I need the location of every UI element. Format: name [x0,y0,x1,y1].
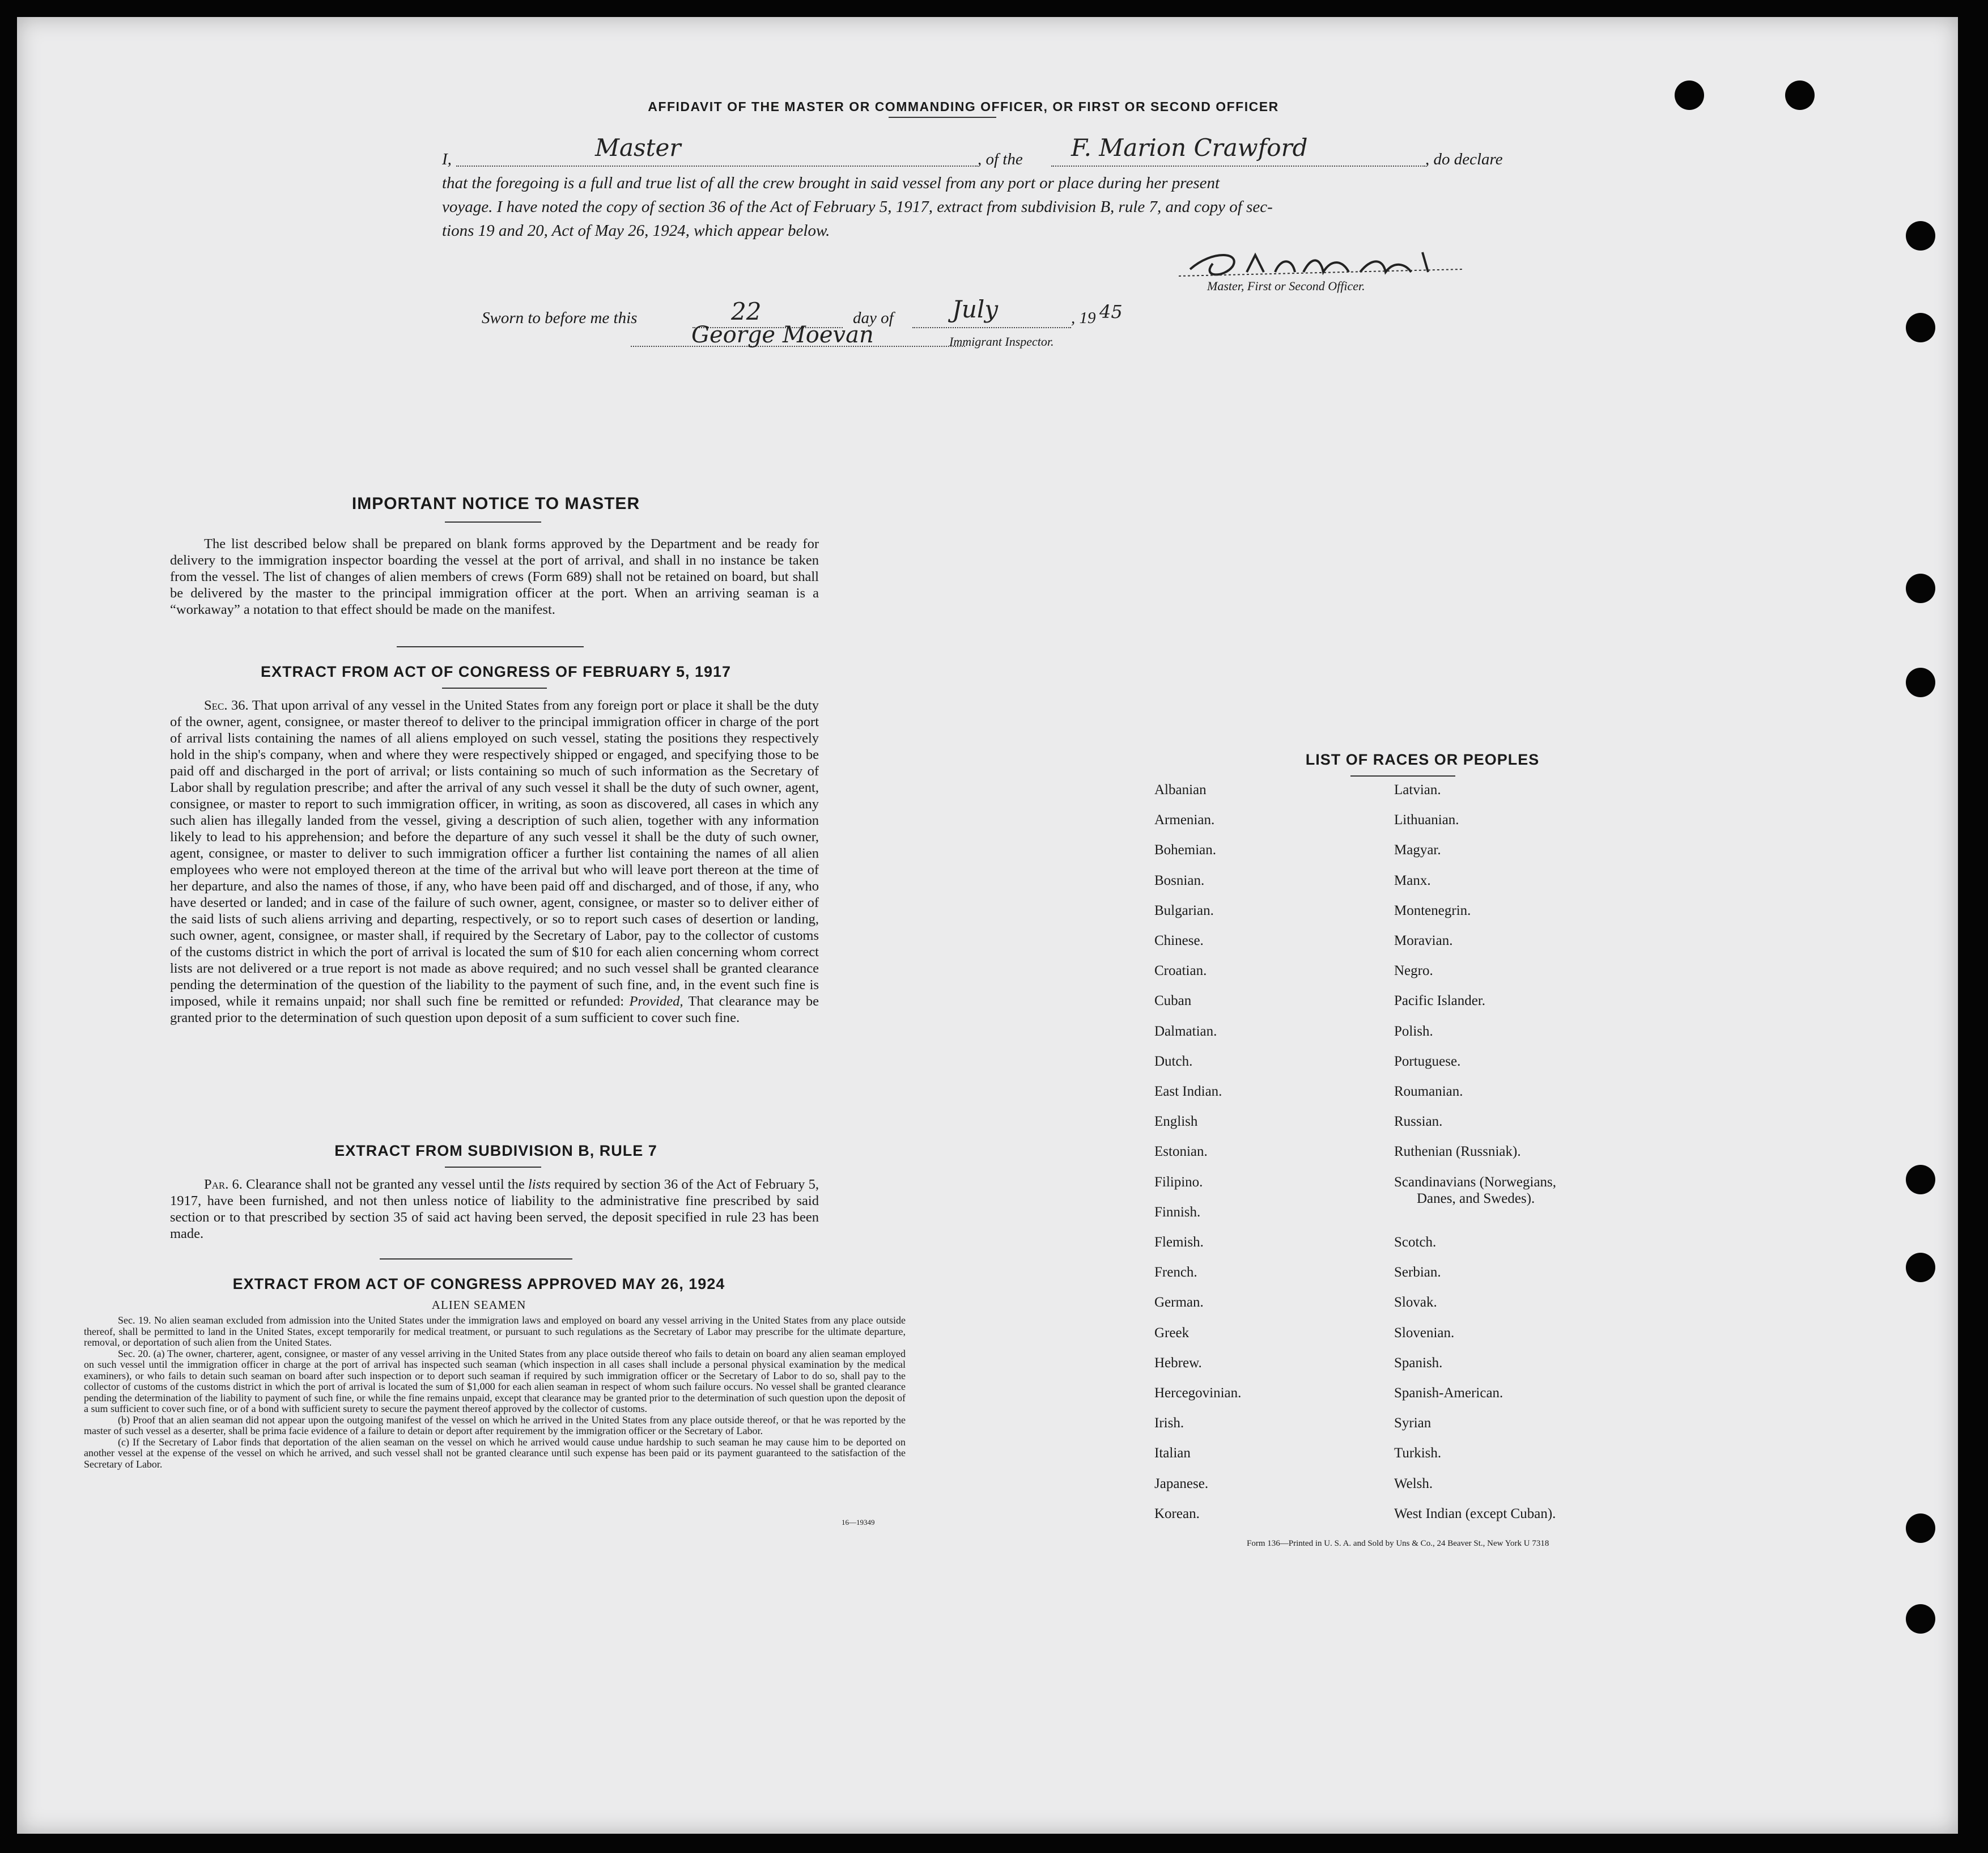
binder-hole [1675,80,1704,110]
handwritten-year: 45 [1099,301,1123,323]
handwritten-vessel-name: F. Marion Crawford [1071,134,1308,162]
race-item: Hercegovinian. [1154,1385,1242,1401]
race-item: Spanish. [1394,1355,1443,1371]
declaration-line-1 [442,134,1503,171]
race-item: West Indian (except Cuban). [1394,1506,1556,1521]
race-item: Slovak. [1394,1295,1437,1311]
officer-caption: Master, First or Second Officer. [1207,279,1365,293]
sworn-day-label: day of [853,309,894,327]
extract-rule7-text: Par. 6. Clearance shall not be granted any vessel until the lists required by section 36 of the Act of February 5, 1917, have been furnished, and not then unless notice of liability to the administrative fine prescribed by said section or to that prescribed by section 35 of said act having been served, the deposit specified in rule 23 has been made. [170,1177,819,1241]
race-item: Moravian. [1394,933,1453,948]
race-item: Irish. [1154,1415,1184,1431]
binder-hole [1906,1513,1935,1543]
race-item: Korean. [1154,1506,1200,1521]
race-item: Russian. [1394,1114,1443,1130]
race-item: Bohemian. [1154,842,1217,858]
form-footer: Form 136—Printed in U. S. A. and Sold by Uns & Co., 24 Beaver St., New York U 7318 [1247,1539,1549,1548]
race-item: Hebrew. [1154,1355,1202,1371]
affidavit-title: AFFIDAVIT OF THE MASTER OR COMMANDING OFFICER, OR FIRST OR SECOND OFFICER [648,99,1279,114]
race-item: Japanese. [1154,1475,1209,1491]
extract-rule7-title: EXTRACT FROM SUBDIVISION B, RULE 7 [334,1142,657,1159]
race-item: Italian [1154,1445,1191,1461]
inspector-caption: Immigrant Inspector. [949,334,1054,349]
race-item: Roumanian. [1394,1084,1463,1099]
race-item: Latvian. [1394,782,1441,798]
print-code: 16—19349 [842,1518,875,1527]
extract-1924-subtitle: ALIEN SEAMEN [431,1298,526,1312]
race-item: East Indian. [1154,1084,1222,1099]
race-item: Scotch. [1394,1235,1437,1250]
handwritten-month: July [952,295,999,323]
document-page [17,17,1958,1834]
race-item: English [1154,1114,1198,1130]
binder-hole [1906,1604,1935,1634]
race-item: Finnish. [1154,1204,1201,1220]
race-item: Estonian. [1154,1144,1208,1160]
binder-hole [1906,313,1935,342]
declaration-middle: , of the [978,150,1023,168]
race-item: Greek [1154,1325,1190,1341]
binder-hole [1906,668,1935,697]
declaration-line-4: tions 19 and 20, Act of May 26, 1924, which appear below. [442,222,830,240]
declaration-prefix: I, [442,150,452,168]
race-item: Armenian. [1154,812,1215,828]
race-item: Dalmatian. [1154,1023,1217,1039]
declaration-line-3: voyage. I have noted the copy of section 36 of the Act of February 5, 1917, extract from subdivision B, rule 7, and copy of sec- [442,198,1273,216]
title-rule [380,1258,572,1260]
extract-1924-title: EXTRACT FROM ACT OF CONGRESS APPROVED MAY 26, 1924 [232,1275,725,1292]
race-item: Ruthenian (Russniak). [1394,1144,1521,1160]
race-item: Cuban [1154,993,1192,1009]
race-item: Welsh. [1394,1475,1433,1491]
sec-20b-paragraph: (b) Proof that an alien seaman did not appear upon the outgoing manifest of the vessel on which he arrived in the United States from any place outside thereof, or that he was reported by the master of such vessel as a deserter, shall be prima facie evidence of a failure to detain or deport after requirement by the immigration officer or the Secretary of Labor. [84,1414,906,1436]
race-item: Slovenian. [1394,1325,1455,1341]
affidavit-declaration [442,134,1503,243]
race-item: Pacific Islander. [1394,993,1486,1009]
binder-hole [1785,80,1815,110]
notice-text: The list described below shall be prepared on blank forms approved by the Department and be ready for delivery to the immigration inspector boarding the vessel at the port of arrival, and shall in no instance be taken from the vessel. The list of changes of alien members of crews (Form 689) shall not be retained on board, but shall be delivered by the master to the principal immigration officer at the port. When an arriving seaman is a “workaway” a notation to that effect should be made on the manifest. [170,536,819,617]
races-title: LIST OF RACES OR PEOPLES [1305,751,1540,768]
title-rule [1350,775,1455,777]
declaration-suffix: , do declare [1425,150,1503,168]
title-rule [397,646,584,647]
race-item: Syrian [1394,1415,1431,1431]
extract-1924-text [84,1315,906,1470]
title-rule [442,688,547,689]
dotted-line [456,166,978,167]
handwritten-rank: Master [595,134,681,162]
title-rule [889,117,996,118]
race-item: Polish. [1394,1023,1433,1039]
dotted-line [912,327,1071,328]
binder-hole [1906,221,1935,251]
title-rule [445,521,541,523]
handwritten-day: 22 [731,298,762,325]
race-item: Dutch. [1154,1053,1193,1069]
race-item: Scandinavians (Norwegians, [1394,1174,1557,1190]
race-item: Portuguese. [1394,1053,1461,1069]
race-item: Croatian. [1154,963,1207,979]
handwritten-inspector: George Moevan [691,322,874,348]
title-rule [445,1167,541,1168]
race-item: Danes, and Swedes). [1417,1190,1535,1206]
race-item: Bosnian. [1154,872,1205,888]
race-item: Chinese. [1154,933,1204,948]
race-item: Flemish. [1154,1235,1204,1250]
sworn-prefix: Sworn to before me this [482,309,638,327]
sworn-year-prefix: , 19 [1071,309,1096,327]
notice-title: IMPORTANT NOTICE TO MASTER [351,494,640,513]
race-item: Turkish. [1394,1445,1442,1461]
race-item: German. [1154,1295,1204,1311]
race-item: Montenegrin. [1394,902,1471,918]
race-item: Albanian [1154,782,1207,798]
race-item: Spanish-American. [1394,1385,1503,1401]
race-item: Serbian. [1394,1265,1441,1280]
race-item: French. [1154,1265,1197,1280]
sec-19-paragraph: Sec. 19. No alien seaman excluded from admission into the United States under the immigration laws and employed on board any vessel arriving in the United States from any place outside thereof, shall be permitted to land in the United States, except temporarily for medical treatment, or pursuant to such regulations as the Secretary of Labor may prescribe for the ultimate departure, removal, or deportation of such alien from the United States. [84,1315,906,1348]
binder-hole [1906,574,1935,603]
extract-1917-text: Sec. 36. That upon arrival of any vessel in the United States from any foreign port or place it shall be the duty of the owner, agent, consignee, or master thereof to deliver to the principal immigration officer in charge of the port of arrival lists containing the names of all aliens employed on such vessel, stating the positions they respectively hold in the ship's company, when and where they were respectively shipped or engaged, and specifying those to be paid off and discharged in the port of arrival; or lists containing so much of such information as the Secretary of Labor shall by regulation prescribe; and after the arrival of any such vessel it shall be the duty of such owner, agent, consignee, or master to report to such immigration officer, in writing, as soon as discovered, all cases in which any such alien has illegally landed from the vessel, giving a description of such alien, together with any information likely to lead to his apprehension; and before the departure of any such vessel it shall be the duty of such owner, agent, consignee, or master to deliver to such immigration officer a further list containing the names of all alien employees who were not employed thereon at the time of the arrival but who will leave port thereon at the time of her departure, and also the names of those, if any, who have been paid off and discharged, and of those, if any, who have deserted or landed; and in case of the failure of such owner, agent, consignee, or master so to deliver either of the said lists of such aliens arriving and departing, respectively, or so to report such cases of desertion or landing, such owner, agent, consignee, or master shall, if required by the Secretary of Labor, pay to the collector of customs of the customs district in which the port of arrival is located the sum of $10 for each alien concerning whom correct lists are not delivered or a true report is not made as above required; and no such vessel shall be granted clearance pending the determination of the question of the liability to the payment of such fine, and, in the event such fine is imposed, while it remains unpaid; nor shall such fine be remitted or refunded: Provided, That clearance may be granted prior to the determination of such question upon deposit of a sum sufficient to cover such fine. [170,698,819,1025]
binder-hole [1906,1165,1935,1194]
race-item: Bulgarian. [1154,902,1214,918]
race-item: Negro. [1394,963,1433,979]
race-item: Manx. [1394,872,1431,888]
race-item: Lithuanian. [1394,812,1459,828]
binder-hole [1906,1253,1935,1282]
dotted-line [1051,166,1425,167]
race-item: Magyar. [1394,842,1441,858]
declaration-line-2: that the foregoing is a full and true list of all the crew brought in said vessel from any port or place during her present [442,174,1220,192]
sec-20a-paragraph: Sec. 20. (a) The owner, charterer, agent, consignee, or master of any vessel arriving in the United States from any place outside thereof who fails to detain on board any alien seaman employed on such vessel until the immigration officer in charge at the port of arrival has inspected such seaman (which inspection in all cases shall include a personal physical examination by the medical examiners), or who fails to detain such seaman on board after such inspection or to deport such seaman if required by such immigration officer or the Secretary of Labor to do so, shall pay to the collector of customs of the customs district in which the port of arrival is located the sum of $1,000 for each alien seaman in respect of whom such failure occurs. No vessel shall be granted clearance pending the determination of the liability to payment of such fine, or while the fine remains unpaid, except that clearance may be granted prior to the determination of such question upon the deposit of a sum sufficient to cover such fine, or of a bond with sufficient surety to secure the payment thereof approved by the collector of customs. [84,1347,906,1414]
sec-20c-paragraph: (c) If the Secretary of Labor finds that deportation of the alien seaman on the vessel on which he arrived would cause undue hardship to such seaman he may cause him to be deported on another vessel at the expense of the vessel on which he arrived, and such vessel shall not be granted clearance until such expense has been paid or its payment guaranteed to the satisfaction of the Secretary of Labor. [84,1436,906,1470]
extract-1917-title: EXTRACT FROM ACT OF CONGRESS OF FEBRUARY 5, 1917 [260,663,732,680]
race-item: Filipino. [1154,1174,1203,1190]
